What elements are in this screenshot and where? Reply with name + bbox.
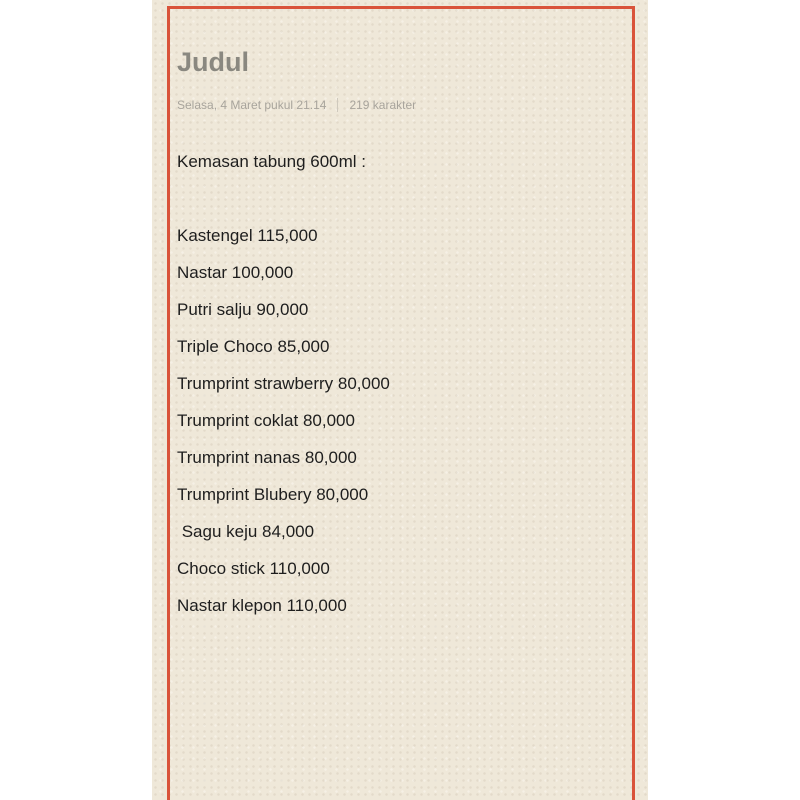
note-body[interactable] [177, 149, 617, 630]
note-screen [152, 0, 648, 800]
note-line: Nastar klepon 110,000 [177, 596, 347, 615]
note-line-blank [177, 186, 617, 223]
note-line: Sagu keju 84,000 [177, 522, 315, 541]
note-line: Putri salju 90,000 [177, 300, 309, 319]
note-title[interactable]: Judul [177, 47, 249, 77]
note-border-top [167, 6, 635, 9]
note-char-count: 219 karakter [349, 98, 417, 112]
note-line: Trumprint coklat 80,000 [177, 411, 355, 430]
note-line: Nastar 100,000 [177, 263, 294, 282]
note-line: Trumprint Blubery 80,000 [177, 485, 369, 504]
note-border-right [632, 6, 635, 800]
meta-divider [337, 98, 338, 112]
note-line: Trumprint nanas 80,000 [177, 448, 357, 467]
note-line: Trumprint strawberry 80,000 [177, 374, 390, 393]
note-meta [177, 97, 617, 113]
note-editor[interactable] [177, 42, 617, 630]
note-line: Choco stick 110,000 [177, 559, 330, 578]
note-line: Triple Choco 85,000 [177, 337, 330, 356]
note-border-left [167, 6, 170, 800]
note-line: Kastengel 115,000 [177, 226, 318, 245]
note-date: Selasa, 4 Maret pukul 21.14 [177, 98, 327, 112]
note-line: Kemasan tabung 600ml : [177, 152, 367, 171]
